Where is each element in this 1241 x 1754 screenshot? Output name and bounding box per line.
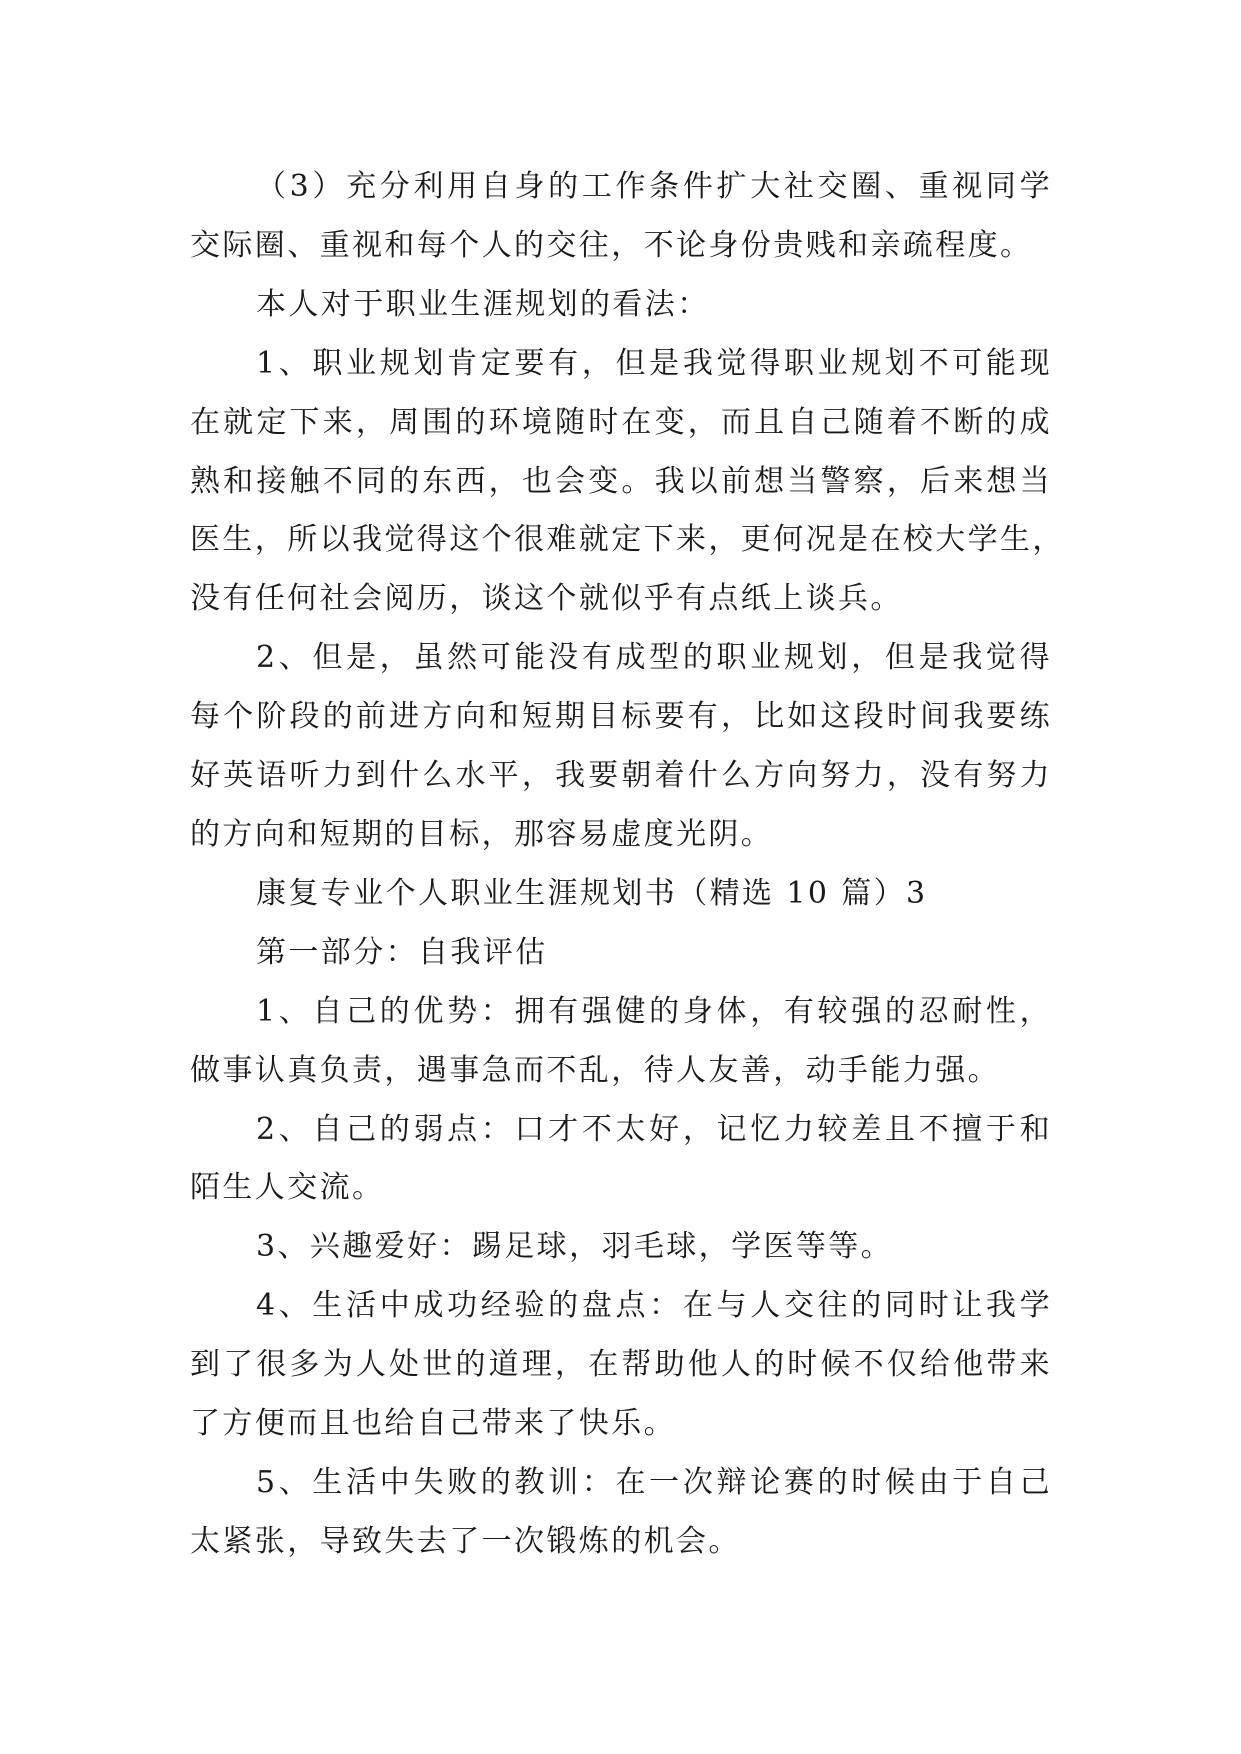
paragraph-p5 bbox=[190, 865, 1052, 924]
paragraph-p10 bbox=[190, 1277, 1052, 1454]
paragraph-line: 了方便而且也给自己带来了快乐。 bbox=[190, 1406, 676, 1442]
paragraph-p3 bbox=[190, 335, 1065, 630]
paragraph-line: 第一部分：自我评估 bbox=[256, 934, 548, 970]
paragraph-line: 好英语听力到什么水平，我要朝着什么方向努力，没有努力 bbox=[190, 758, 1052, 794]
paragraph-p11 bbox=[190, 1454, 1052, 1572]
paragraph-line: 做事认真负责，遇事急而不乱，待人友善，动手能力强。 bbox=[190, 1052, 1000, 1088]
paragraph-line: 2、自己的弱点：口才不太好，记忆力较差且不擅于和 bbox=[256, 1111, 1052, 1147]
paragraph-p4 bbox=[190, 629, 1052, 865]
paragraph-line: 每个阶段的前进方向和短期目标要有，比如这段时间我要练 bbox=[190, 699, 1052, 735]
paragraph-line: 4、生活中成功经验的盘点：在与人交往的同时让我学 bbox=[256, 1288, 1052, 1324]
paragraph-line: 的方向和短期的目标，那容易虚度光阴。 bbox=[190, 816, 774, 852]
paragraph-line: 没有任何社会阅历，谈这个就似乎有点纸上谈兵。 bbox=[190, 581, 903, 617]
paragraph-line: 到了很多为人处世的道理，在帮助他人的时候不仅给他带来 bbox=[190, 1347, 1052, 1383]
paragraph-line: 在就定下来，周围的环境随时在变，而且自己随着不断的成 bbox=[190, 404, 1052, 440]
paragraph-line: 陌生人交流。 bbox=[190, 1170, 385, 1206]
paragraph-p2 bbox=[190, 276, 1052, 335]
paragraph-line: 康复专业个人职业生涯规划书（精选 10 篇）3 bbox=[256, 875, 928, 911]
paragraph-line: 太紧张，导致失去了一次锻炼的机会。 bbox=[190, 1523, 741, 1559]
paragraph-line: 交际圈、重视和每个人的交往，不论身份贵贱和亲疏程度。 bbox=[190, 227, 1033, 263]
paragraph-p9 bbox=[190, 1218, 1052, 1277]
paragraph-p8 bbox=[190, 1101, 1052, 1219]
paragraph-line: 1、职业规划肯定要有，但是我觉得职业规划不可能现 bbox=[256, 345, 1052, 381]
document-body bbox=[190, 158, 1065, 1572]
paragraph-line: 本人对于职业生涯规划的看法： bbox=[256, 286, 710, 322]
paragraph-line: 1、自己的优势：拥有强健的身体，有较强的忍耐性， bbox=[256, 993, 1052, 1029]
paragraph-p1 bbox=[190, 158, 1052, 276]
paragraph-line: 5、生活中失败的教训：在一次辩论赛的时候由于自己 bbox=[256, 1464, 1052, 1500]
paragraph-line: 2、但是，虽然可能没有成型的职业规划，但是我觉得 bbox=[256, 640, 1052, 676]
paragraph-line: 医生，所以我觉得这个很难就定下来，更何况是在校大学生， bbox=[190, 522, 1065, 558]
paragraph-line: 3、兴趣爱好：踢足球，羽毛球，学医等等。 bbox=[256, 1229, 894, 1265]
paragraph-line: （3）充分利用自身的工作条件扩大社交圈、重视同学 bbox=[256, 169, 1052, 204]
paragraph-p6 bbox=[190, 924, 1052, 983]
paragraph-p7 bbox=[190, 983, 1052, 1101]
paragraph-line: 熟和接触不同的东西，也会变。我以前想当警察，后来想当 bbox=[190, 463, 1052, 499]
